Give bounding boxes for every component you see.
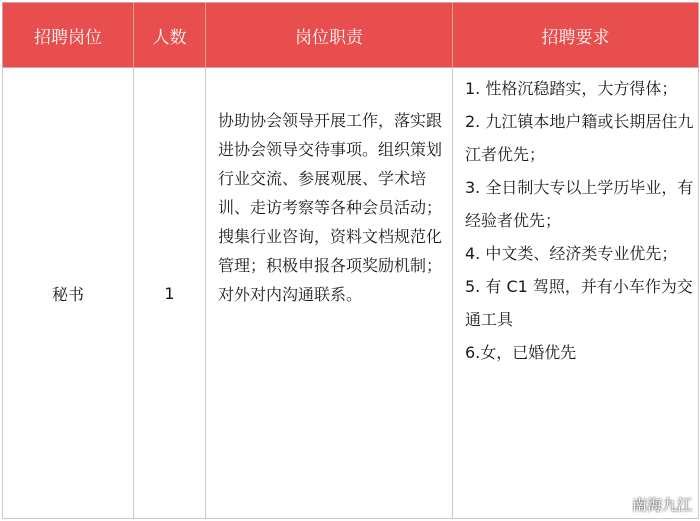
watermark-text: 南海九江 bbox=[631, 496, 692, 514]
header-requirements: 招聘要求 bbox=[453, 3, 699, 68]
requirement-item: 5. 有 C1 驾照，并有小车作为交通工具 bbox=[465, 277, 693, 329]
requirement-item: 4. 中文类、经济类专业优先； bbox=[465, 244, 678, 263]
cell-position: 秘书 bbox=[3, 68, 134, 519]
requirement-item: 6.女，已婚优先 bbox=[465, 343, 577, 362]
header-duties: 岗位职责 bbox=[206, 3, 453, 68]
recruitment-table bbox=[2, 2, 699, 519]
header-count: 人数 bbox=[134, 3, 206, 68]
requirement-item: 1. 性格沉稳踏实，大方得体； bbox=[465, 79, 678, 98]
watermark bbox=[608, 494, 692, 515]
requirement-item: 3. 全日制大专以上学历毕业，有经验者优先； bbox=[465, 178, 694, 230]
header-position: 招聘岗位 bbox=[3, 3, 134, 68]
cell-duties: 协助协会领导开展工作，落实跟进协会领导交待事项。组织策划行业交流、参展观展、学术培训、走访考察等各种会员活动；搜集行业咨询，资料文档规范化管理；积极申报各项奖励机制；对外对内沟通联系。 bbox=[206, 68, 453, 519]
table-row bbox=[3, 68, 699, 519]
requirement-item: 2. 九江镇本地户籍或长期居住九江者优先； bbox=[465, 112, 694, 164]
cell-requirements bbox=[453, 68, 699, 519]
header-row bbox=[3, 3, 699, 68]
wechat-icon bbox=[608, 497, 628, 513]
cell-count: 1 bbox=[134, 68, 206, 519]
requirements-list bbox=[465, 72, 694, 369]
